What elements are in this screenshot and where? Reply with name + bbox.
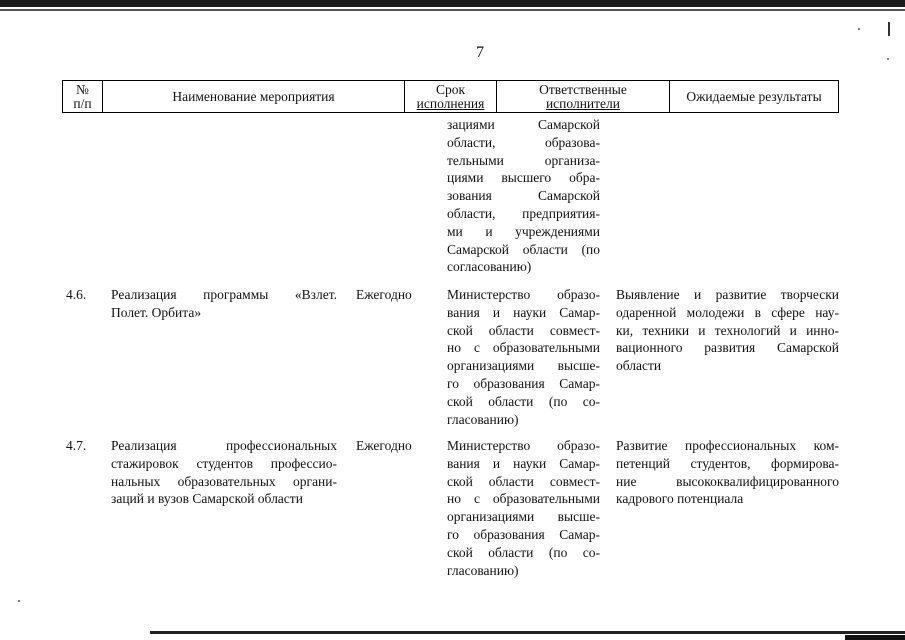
text-line: вания и науки Самар- [447,455,600,471]
text-line: зования Самарской [447,188,600,204]
row-4-6-result [616,286,839,375]
header-cell-name [103,81,405,112]
text-line: петенций студентов, формирова- [616,455,839,471]
text-line: тельными организа- [447,152,600,168]
scan-top-border-line [0,9,905,11]
header-number-sublabel: п/п [73,95,92,111]
text-line: Выявление и развитие творчески [616,287,839,302]
text-line: ми и учреждениями [447,223,600,239]
scan-edge-mark [888,22,890,36]
row-4-7-result [616,437,839,508]
header-cell-executors [497,81,670,112]
text-line: но с образовательными [447,340,600,356]
text-line: ние высококвалифицированного [616,473,839,489]
text-line: Реализация программы «Взлет. [111,287,337,302]
row-4-7-term: Ежегодно [356,438,412,453]
header-cell-result [670,81,838,112]
text-line: зациями Самарской [447,117,600,132]
text-line: вационного развития Самарской [616,340,839,356]
scan-top-border [0,0,905,7]
text-line: кадрового потенциала [616,491,744,507]
text-line: нальных образовательных органи- [111,473,337,489]
text-line: области, предприятия- [447,205,600,221]
text-line: Министерство образо- [447,287,600,302]
header-term-sublabel: исполнения [416,95,485,111]
header-cell-term [405,81,497,112]
row-4-6-executors [447,286,600,428]
scan-bottom-corner [845,635,905,640]
text-line: одаренной молодежи в сфере нау- [616,304,839,320]
header-term-label: Срок [435,81,466,97]
row-4-6-term: Ежегодно [356,287,412,302]
header-name-label: Наименование мероприятия [172,88,335,104]
row-4-6-number: 4.6. [66,287,87,302]
continuation-executors [447,116,600,276]
text-line: но с образовательными [447,491,600,507]
scan-bottom-border [150,631,905,634]
text-line: вания и науки Самар- [447,304,600,320]
row-4-7-number: 4.7. [66,438,87,453]
table-header [62,80,839,113]
text-line: го образования Самар- [447,375,600,391]
text-line: области, образова- [447,134,600,150]
header-result-label: Ожидаемые результаты [686,88,822,104]
text-line: Министерство образо- [447,438,600,453]
text-line: Полет. Орбита» [111,304,202,320]
text-line: ской области (по со- [447,393,600,409]
text-line: Реализация профессиональных [111,438,337,453]
text-line: ской области совмест- [447,322,600,338]
row-4-6-name [111,286,337,322]
text-line: области [616,358,662,374]
text-line: согласованию) [447,259,532,275]
text-line: стажировок студентов профессио- [111,455,337,471]
text-line: ской области (по со- [447,544,600,560]
text-line: Развитие профессиональных ком- [616,438,839,453]
text-line: го образования Самар- [447,526,600,542]
row-4-7-executors [447,437,600,579]
row-4-7-name [111,437,337,508]
header-executors-label: Ответственные [539,81,627,97]
header-executors-sublabel: исполнители [545,95,621,111]
page-number: 7 [476,44,484,61]
text-line: циями высшего обра- [447,170,600,186]
text-line: ской области совмест- [447,473,600,489]
scan-speck [887,58,889,60]
text-line: гласованию) [447,411,519,427]
header-cell-number [63,81,103,112]
text-line: организациями высше- [447,358,600,374]
text-line: организациями высше- [447,509,600,525]
text-line: ки, техники и технологий и инно- [616,322,839,338]
scan-speck [18,600,20,602]
header-number-label: № [76,81,89,97]
text-line: гласованию) [447,562,519,578]
text-line: заций и вузов Самарской области [111,491,303,507]
text-line: Самарской области (по [447,241,600,257]
scan-speck [858,28,860,30]
